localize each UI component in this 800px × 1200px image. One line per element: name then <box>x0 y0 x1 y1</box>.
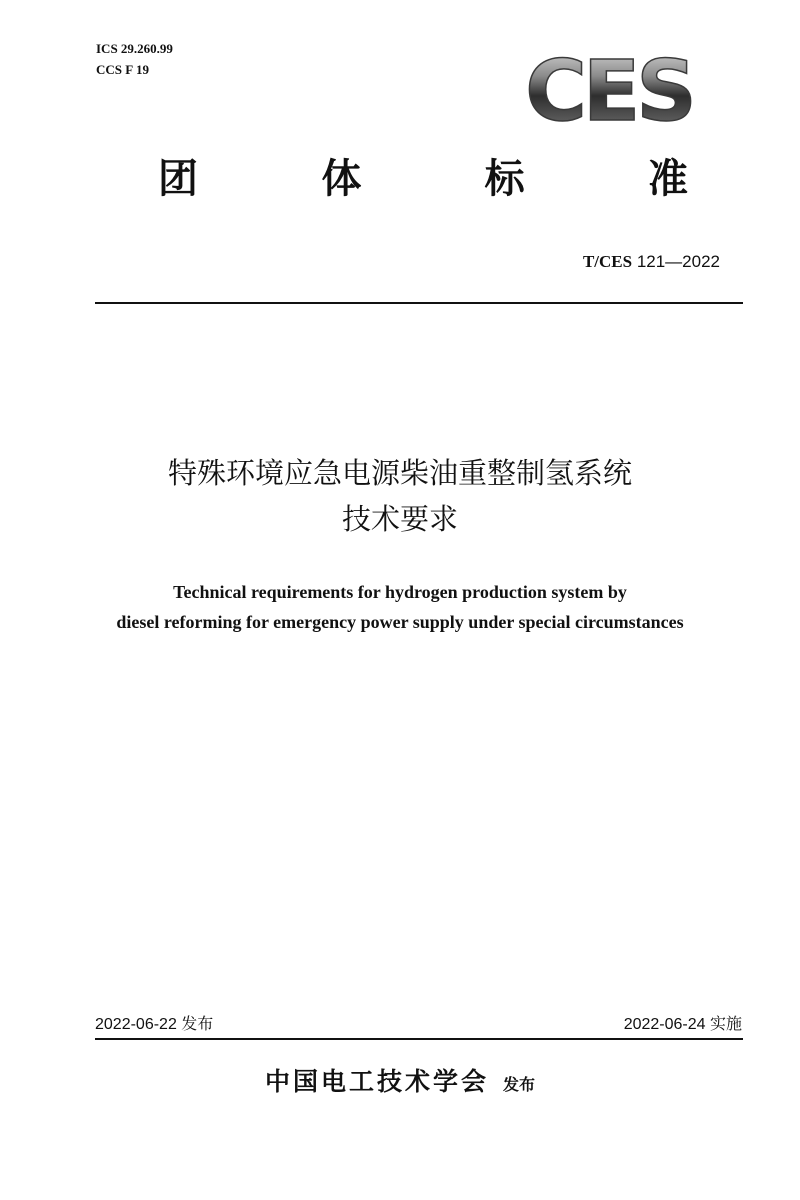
issuer <box>0 1062 800 1098</box>
standard-type-char-1: 团 <box>158 156 198 202</box>
title-chinese-line-2: 技术要求 <box>341 502 458 536</box>
standard-type-char-2: 体 <box>321 156 362 202</box>
standard-type <box>158 153 688 205</box>
standard-number-value: 121—2022 <box>636 252 720 271</box>
issuer-organization: 中国电工技术学会 <box>264 1067 489 1096</box>
title-chinese <box>60 450 740 542</box>
publish-date: 2022-06-22 发布 <box>95 1016 214 1033</box>
ces-logo <box>514 44 704 130</box>
standard-type-char-4: 准 <box>647 156 688 202</box>
title-english-line-2: diesel reforming for emergency power supply under special circumstances <box>116 612 684 632</box>
ces-logo-text: CES <box>525 44 693 130</box>
top-divider <box>95 302 743 304</box>
standard-number <box>583 250 720 274</box>
title-chinese-line-1: 特殊环境应急电源柴油重整制氢系统 <box>167 456 632 490</box>
ccs-code: CCS F 19 <box>96 62 149 77</box>
title-english-line-1: Technical requirements for hydrogen production system by <box>173 582 627 602</box>
ics-code: ICS 29.260.99 <box>96 41 173 56</box>
implement-date: 2022-06-24 实施 <box>623 1016 742 1033</box>
title-english <box>40 577 760 637</box>
standard-type-char-3: 标 <box>484 156 525 202</box>
classification-codes <box>96 38 173 80</box>
standard-number-prefix: T/CES <box>582 252 633 271</box>
bottom-divider <box>95 1038 743 1040</box>
issuer-suffix: 发布 <box>503 1075 536 1094</box>
